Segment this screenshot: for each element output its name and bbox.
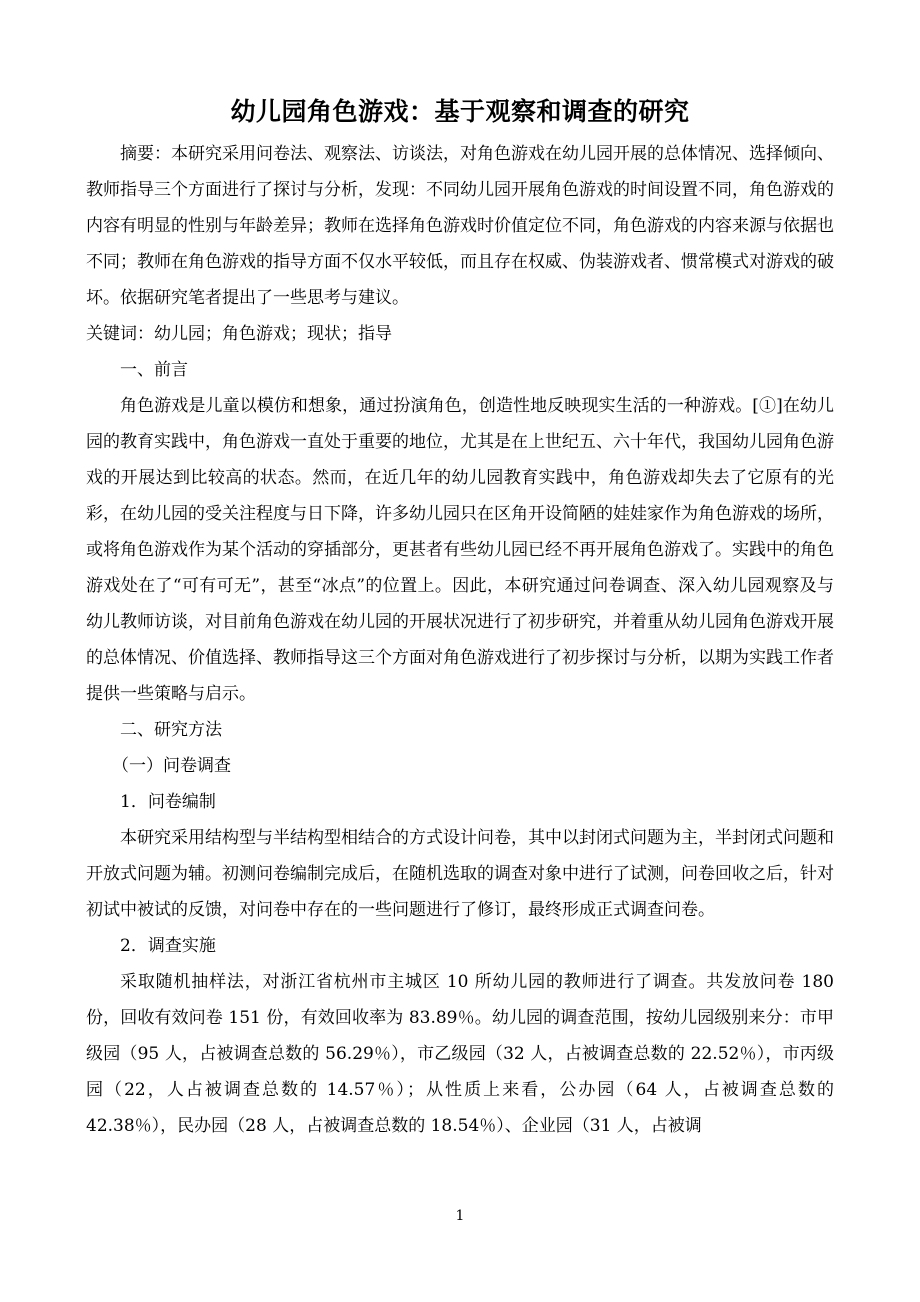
item-heading-questionnaire-design: 1．问卷编制: [120, 792, 216, 812]
section-heading-methods: 二、研究方法: [120, 720, 222, 740]
questionnaire-design-paragraph: 本研究采用结构型与半结构型相结合的方式设计问卷，其中以封闭式问题为主，半封闭式问题和开放式问题为辅。初测问卷编制完成后，在随机选取的调查对象中进行了试测，问卷回收之后，针对初试中被试的反馈，对问卷中存在的一些问题进行了修订，最终形成正式调查问卷。: [86, 828, 834, 920]
section-heading-introduction: 一、前言: [120, 360, 188, 380]
survey-implementation-paragraph: 采取随机抽样法，对浙江省杭州市主城区 10 所幼儿园的教师进行了调查。共发放问卷 180 份，回收有效问卷 151 份，有效回收率为 83.89％。幼儿园的调查范围，按幼儿园级别来分：市甲级园（95 人，占被调查总数的 56.29％），市乙级园（32 人，占被调查总数的 22.52％），市丙级园（22，人占被调查总数的 14.57％）；从性质上来看，公办园（64 人，占被调查总数的 42.38％），民办园（28 人，占被调查总数的 18.54％）、企业园（31 人，占被调: [86, 972, 834, 1136]
item-heading-survey-implementation: 2．调查实施: [120, 936, 216, 956]
subsection-heading-questionnaire: （一）问卷调查: [112, 756, 231, 776]
abstract-paragraph: 摘要：本研究采用问卷法、观察法、访谈法，对角色游戏在幼儿园开展的总体情况、选择倾向、教师指导三个方面进行了探讨与分析，发现：不同幼儿园开展角色游戏的时间设置不同，角色游戏的内容有明显的性别与年龄差异；教师在选择角色游戏时价值定位不同，角色游戏的内容来源与依据也不同；教师在角色游戏的指导方面不仅水平较低，而且存在权威、伪装游戏者、惯常模式对游戏的破坏。依据研究笔者提出了一些思考与建议。: [86, 144, 834, 308]
introduction-paragraph: 角色游戏是儿童以模仿和想象，通过扮演角色，创造性地反映现实生活的一种游戏。[①]在幼儿园的教育实践中，角色游戏一直处于重要的地位，尤其是在上世纪五、六十年代，我国幼儿园角色游戏的开展达到比较高的状态。然而，在近几年的幼儿园教育实践中，角色游戏却失去了它原有的光彩，在幼儿园的受关注程度与日下降，许多幼儿园只在区角开设简陋的娃娃家作为角色游戏的场所，或将角色游戏作为某个活动的穿插部分，更甚者有些幼儿园已经不再开展角色游戏了。实践中的角色游戏处在了“可有可无”，甚至“冰点”的位置上。因此，本研究通过问卷调查、深入幼儿园观察及与幼儿教师访谈，对目前角色游戏在幼儿园的开展状况进行了初步研究，并着重从幼儿园角色游戏开展的总体情况、价值选择、教师指导这三个方面对角色游戏进行了初步探讨与分析，以期为实践工作者提供一些策略与启示。: [86, 396, 834, 704]
document-body: [86, 136, 834, 1144]
keywords-line: 关键词：幼儿园；角色游戏；现状；指导: [86, 324, 392, 344]
document-title: 幼儿园角色游戏：基于观察和调查的研究: [230, 97, 690, 126]
page-number: 1: [455, 1208, 465, 1224]
